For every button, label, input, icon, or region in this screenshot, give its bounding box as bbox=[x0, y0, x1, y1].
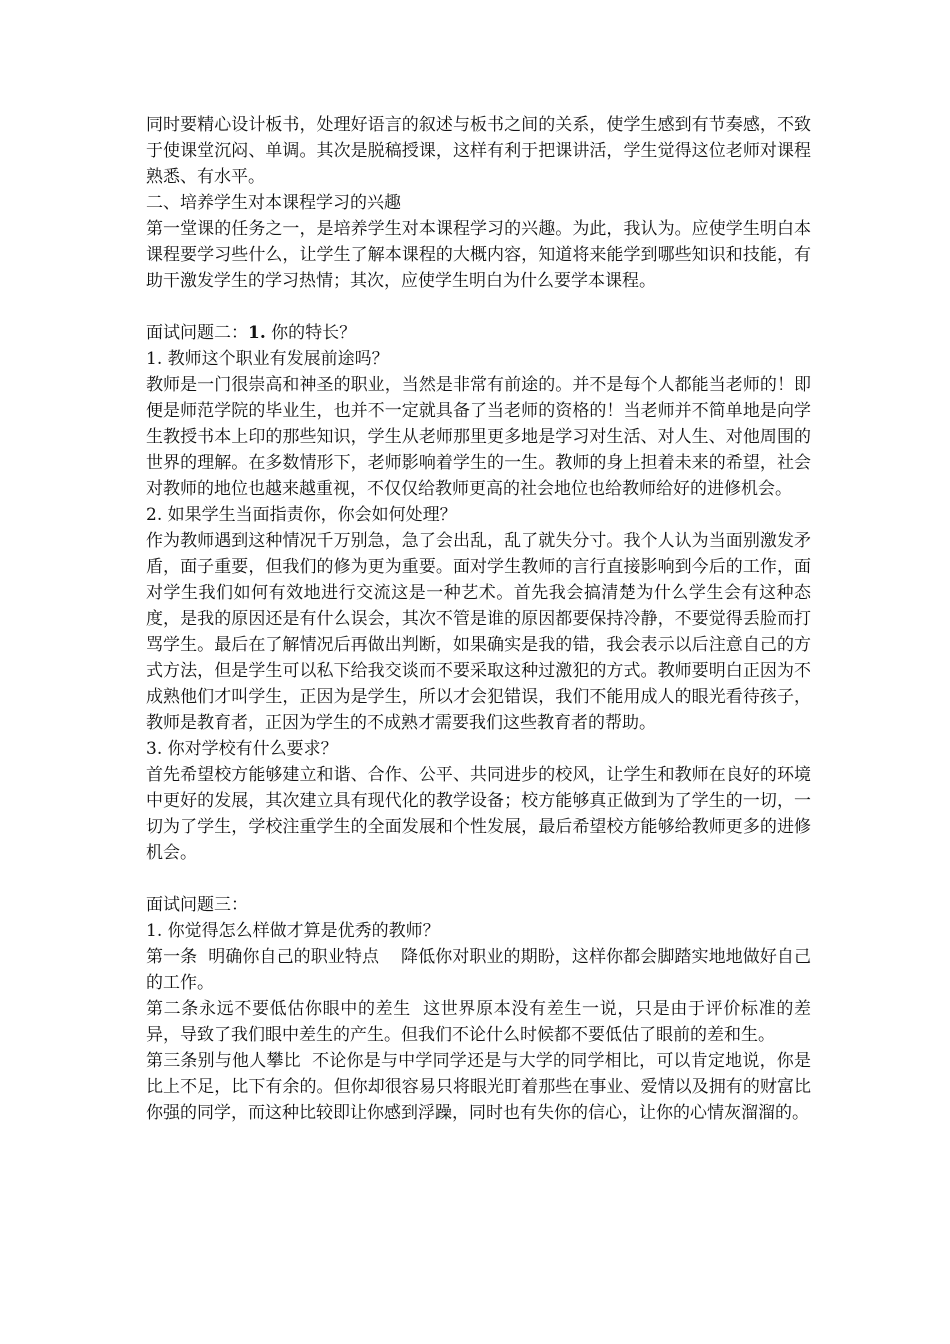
answer-rule-one: 第一条 明确你自己的职业特点 降低你对职业的期盼，这样你都会脚踏实地地做好自己的工作。 bbox=[146, 947, 811, 993]
question-school-requirements: 3. 你对学校有什么要求？ bbox=[146, 739, 338, 759]
question-heading-prefix: 面试问题二： bbox=[146, 323, 248, 343]
question-heading-text: 你的特长？ bbox=[271, 323, 357, 343]
paragraph-interest: 第一堂课的任务之一，是培养学生对本课程学习的兴趣。为此，我认为。应使学生明白本课程要学习些什么，让学生了解本课程的大概内容，知道将来能学到哪些知识和技能，有助干激发学生的学习热情；其次，应使学生明白为什么要学本课程。 bbox=[146, 219, 811, 291]
paragraph-blackboard: 同时要精心设计板书，处理好语言的叙述与板书之间的关系，使学生感到有节奏感，不致于使课堂沉闷、单调。其次是脱稿授课，这样有利于把课讲活，学生觉得这位老师对课程熟悉、有水平。 bbox=[146, 115, 811, 187]
section-heading-interest: 二、培养学生对本课程学习的兴趣 bbox=[146, 193, 401, 213]
answer-student-criticism: 作为教师遇到这种情况千万别急，急了会出乱，乱了就失分寸。我个人认为当面别激发矛盾，面子重要，但我们的修为更为重要。面对学生教师的言行直接影响到今后的工作，面对学生我们如何有效地进行交流这是一种艺术。首先我会搞清楚为什么学生会有这种态度，是我的原因还是有什么误会，其次不管是谁的原因都要保持冷静，不要觉得丢脸而打骂学生。最后在了解情况后再做出判断，如果确实是我的错，我会表示以后注意自己的方式方法，但是学生可以私下给我交谈而不要采取这种过激犯的方式。教师要明白正因为不成熟他们才叫学生，正因为是学生，所以才会犯错误，我们不能用成人的眼光看待孩子，教师是教育者，正因为学生的不成熟才需要我们这些教育者的帮助。 bbox=[146, 531, 811, 733]
question-excellent-teacher: 1. 你觉得怎么样做才算是优秀的教师？ bbox=[146, 921, 440, 941]
question-heading-number: 1. bbox=[248, 323, 266, 343]
answer-school-requirements: 首先希望校方能够建立和谐、合作、公平、共同进步的校风，让学生和教师在良好的环境中更好的发展，其次建立具有现代化的教学设备；校方能够真正做到为了学生的一切，一切为了学生，学校注重学生的全面发展和个性发展，最后希望校方能够给教师更多的进修机会。 bbox=[146, 765, 811, 863]
blank-line bbox=[146, 866, 811, 892]
answer-rule-three: 第三条别与他人攀比 不论你是与中学同学还是与大学的同学相比，可以肯定地说，你是比上不足，比下有余的。但你却很容易只将眼光盯着那些在事业、爱情以及拥有的财富比你强的同学，而这种比较即让你感到浮躁，同时也有失你的信心，让你的心情灰溜溜的。 bbox=[146, 1051, 811, 1123]
question-student-criticism: 2. 如果学生当面指责你，你会如何处理？ bbox=[146, 505, 457, 525]
blank-line bbox=[146, 294, 811, 320]
answer-career-prospect: 教师是一门很崇高和神圣的职业，当然是非常有前途的。并不是每个人都能当老师的！即便是师范学院的毕业生，也并不一定就具备了当老师的资格的！当老师并不简单地是向学生教授书本上印的那些知识，学生从老师那里更多地是学习对生活、对人生、对他周围的世界的理解。在多数情形下，老师影响着学生的一生。教师的身上担着未来的希望，社会对教师的地位也越来越重视，不仅仅给教师更高的社会地位也给教师给好的进修机会。 bbox=[146, 375, 811, 499]
answer-rule-two: 第二条永远不要低估你眼中的差生 这世界原本没有差生一说，只是由于评价标准的差异，导致了我们眼中差生的产生。但我们不论什么时候都不要低估了眼前的差和生。 bbox=[146, 999, 811, 1045]
question-heading-two bbox=[146, 320, 811, 346]
question-heading-three: 面试问题三： bbox=[146, 895, 248, 915]
document-page bbox=[146, 112, 811, 1126]
question-career-prospect: 1. 教师这个职业有发展前途吗？ bbox=[146, 349, 389, 369]
